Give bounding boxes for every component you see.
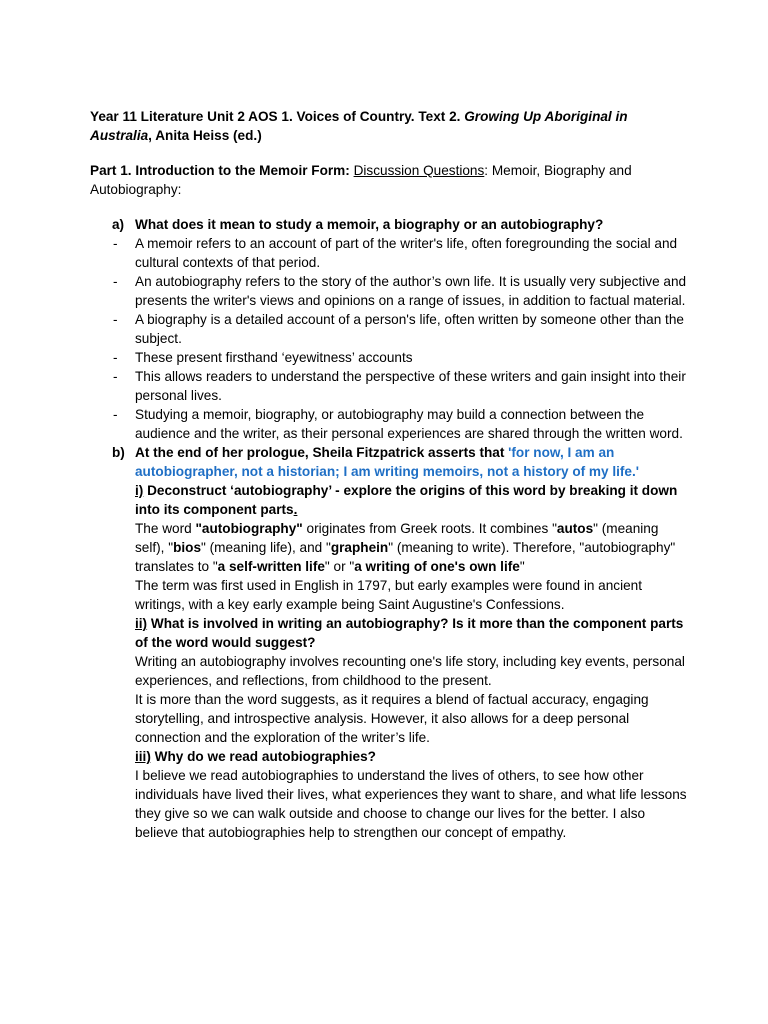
sub-ii-number: ii) [135, 616, 148, 631]
dash-marker: - [113, 312, 118, 327]
sub-ii-text: What is involved in writing an autobiography? Is it more than the component parts of the word would suggest? [135, 616, 684, 650]
question-a-bullet [113, 367, 690, 405]
part-heading [90, 161, 690, 199]
question-a-bullet [113, 272, 690, 310]
bullet-text: These present firsthand ‘eyewitness’ accounts [135, 350, 413, 365]
question-b-intro: At the end of her prologue, Sheila Fitzpatrick asserts that [135, 445, 509, 460]
dash-marker: - [113, 350, 118, 365]
title-plain: Year 11 Literature Unit 2 AOS 1. Voices of Country. Text 2. [90, 109, 465, 124]
question-b [90, 443, 690, 481]
sub-iii-number: iii) [135, 749, 151, 764]
document-body [90, 107, 690, 842]
question-a-marker: a) [112, 217, 125, 232]
question-b-marker: b) [112, 445, 125, 460]
bullet-text: Studying a memoir, biography, or autobiography may build a connection between the audience and the writer, as their personal experiences are shared through the written word. [135, 407, 683, 441]
dash-marker: - [113, 407, 118, 422]
title-end: , Anita Heiss (ed.) [148, 128, 262, 143]
question-a-text: What does it mean to study a memoir, a biography or an autobiography? [135, 217, 604, 232]
dash-marker: - [113, 369, 118, 384]
part-label: Part 1. Introduction to the Memoir Form: [90, 163, 350, 178]
answer-i-paragraph-2: The term was first used in English in 1797, but early examples were found in ancient writings, with a key early example being Saint Augustine's Confessions. [135, 578, 643, 612]
bullet-text: An autobiography refers to the story of the author’s own life. It is usually very subjective and presents the writer's views and opinions on a range of issues, in addition to factual material. [135, 274, 687, 308]
sub-iii-text: Why do we read autobiographies? [150, 749, 376, 764]
fitzpatrick-quote: 'for now, I am an autobiographer, not a historian; I am writing memoirs, not a history of my life.' [135, 445, 639, 479]
question-a-bullet [113, 348, 690, 367]
question-a-bullet [113, 310, 690, 348]
dash-marker: - [113, 236, 118, 251]
question-a-bullets [90, 234, 690, 443]
question-a [90, 215, 690, 234]
question-b-body [90, 481, 690, 842]
question-a-bullet [113, 234, 690, 272]
answer-iii-paragraph-1: I believe we read autobiographies to understand the lives of others, to see how other individuals have lived their lives, what experiences they want to share, and what life lessons they give so we can walk outside and choose to change our lives for the better. I also believe that autobiographies help to strengthen our concept of empathy. [135, 768, 687, 840]
dash-marker: - [113, 274, 118, 289]
bullet-text: A biography is a detailed account of a person's life, often written by someone other than the subject. [135, 312, 684, 346]
sub-i-number: i) [135, 483, 144, 498]
answer-ii-paragraph-1: Writing an autobiography involves recounting one's life story, including key events, personal experiences, and reflections, from childhood to the present. [135, 654, 685, 688]
answer-ii-paragraph-2: It is more than the word suggests, as it requires a blend of factual accuracy, engaging storytelling, and introspective analysis. However, it also allows for a deep personal connection and the exploration of the writer’s life. [135, 692, 649, 745]
sub-question-i [135, 481, 690, 519]
answer-i-paragraph-1: The word "autobiography" originates from Greek roots. It combines "autos" (meaning self), "bios" (meaning life), and "graphein" (meaning to write). Therefore, "autobiography" translates to "a self-written life" or "a writing of one's own life" [135, 521, 676, 574]
discussion-questions-link[interactable]: Discussion Questions [353, 163, 485, 178]
document-title [90, 107, 690, 145]
question-a-bullet [113, 405, 690, 443]
sub-question-ii [135, 614, 690, 652]
bullet-text: A memoir refers to an account of part of the writer's life, often foregrounding the social and cultural contexts of that period. [135, 236, 678, 270]
sub-question-iii [135, 747, 690, 766]
sub-i-text: Deconstruct ‘autobiography’ - explore the origins of this word by breaking it down into its component parts [135, 483, 678, 517]
bullet-text: This allows readers to understand the perspective of these writers and gain insight into their personal lives. [135, 369, 686, 403]
sub-i-end: . [293, 502, 298, 517]
part-rest: : Memoir, Biography and Autobiography: [90, 163, 632, 197]
title-italic: Growing Up Aboriginal in Australia [90, 109, 628, 143]
